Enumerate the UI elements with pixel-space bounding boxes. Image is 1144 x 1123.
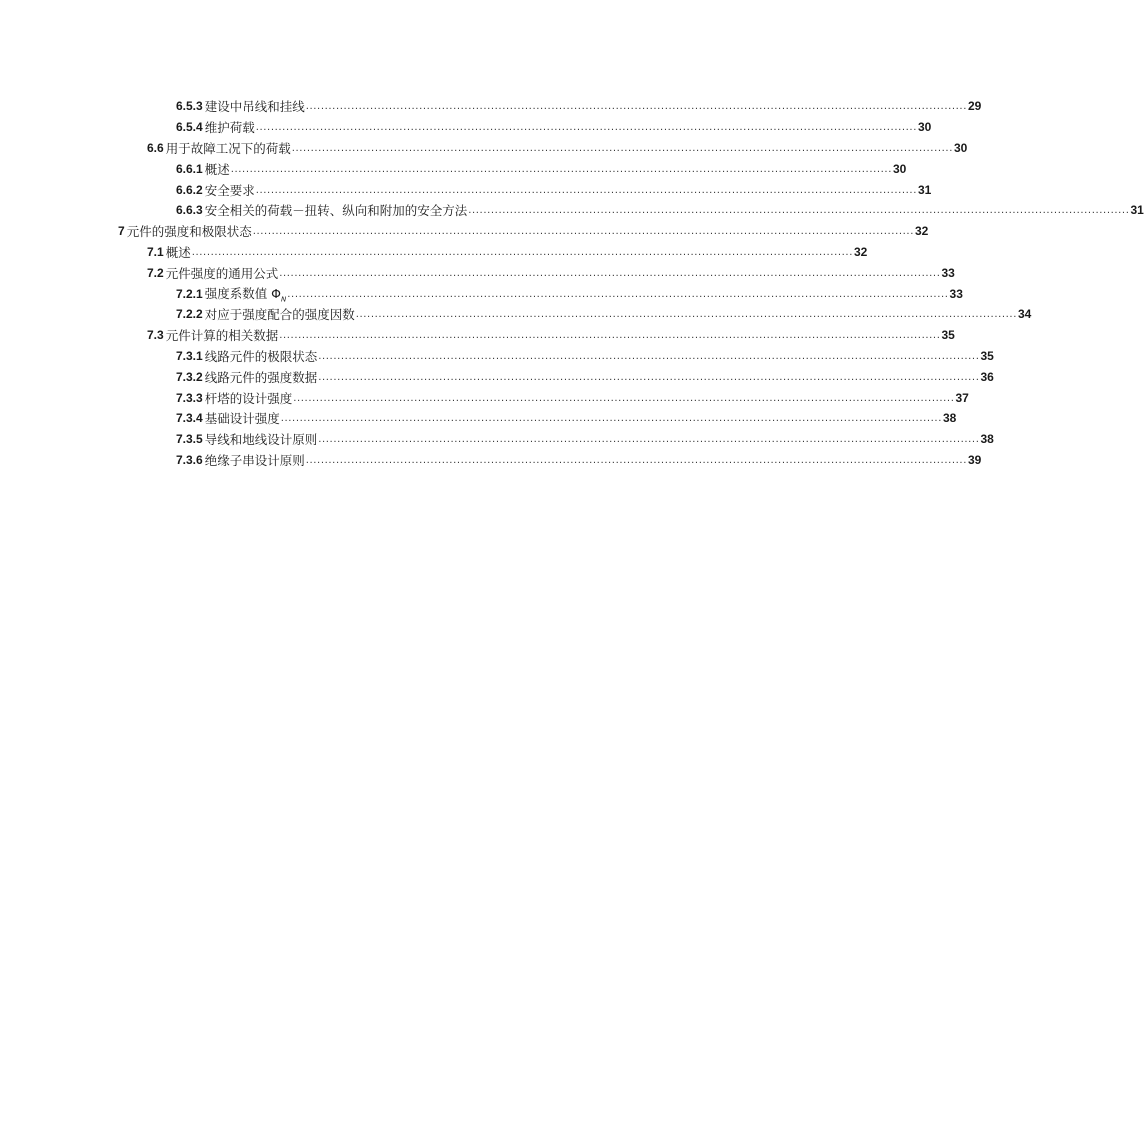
toc-page-number: 38 (943, 411, 957, 426)
dot-leader: ............................................................................................................................................................................... (279, 330, 941, 342)
toc-number: 6.5.4 (176, 120, 203, 135)
toc-number: 7.3.1 (176, 348, 203, 363)
toc-title-text: 强度系数值 Φ (204, 285, 282, 301)
toc-page-number: 30 (893, 161, 907, 176)
toc-entry-6-6[interactable] (147, 138, 968, 159)
toc-row (0, 138, 968, 159)
dot-leader: ............................................................................................................................................................................... (230, 163, 892, 175)
toc-number: 7 (118, 224, 125, 239)
dot-leader: ............................................................................................................................................................................... (191, 246, 853, 258)
dot-leader: ............................................................................................................................................................................... (318, 350, 980, 362)
toc-entry-7-2[interactable] (147, 262, 955, 283)
toc-row (0, 304, 1032, 325)
toc-title: 导线和地线设计原则 (204, 432, 318, 448)
toc-page-number: 32 (853, 244, 868, 259)
toc-row (0, 117, 932, 138)
toc-title: 安全要求 (204, 182, 255, 198)
toc-title: 元件计算的相关数据 (165, 328, 279, 344)
toc-entry-7-3[interactable] (147, 325, 955, 346)
dot-leader: ............................................................................................................................................................................... (293, 392, 955, 404)
toc-entry-7-3-4[interactable] (176, 408, 957, 429)
toc-entry-7[interactable] (118, 221, 929, 242)
toc-page-number: 32 (914, 224, 929, 239)
toc-title: 绝缘子串设计原则 (204, 452, 305, 468)
toc-page-number: 31 (1130, 203, 1144, 218)
toc-row (0, 429, 994, 450)
toc-entry-7-2-1[interactable] (176, 283, 963, 304)
toc-row (0, 179, 932, 200)
toc-number: 7.2.2 (176, 307, 203, 322)
dot-leader: ............................................................................................................................................................................... (279, 267, 941, 279)
dot-leader: ............................................................................................................................................................................... (291, 142, 953, 154)
toc-title: 维护荷载 (204, 120, 255, 136)
toc-entry-7-3-5[interactable] (176, 429, 994, 450)
toc-entry-6-5-4[interactable] (176, 117, 932, 138)
dot-leader: ............................................................................................................................................................................... (305, 454, 967, 466)
toc-number: 6.6.1 (176, 161, 203, 176)
toc-title: 元件强度的通用公式 (165, 265, 279, 281)
toc-page-number: 33 (941, 265, 955, 280)
toc-row (0, 325, 955, 346)
toc-number: 7.3.5 (176, 432, 203, 447)
toc-page-number: 35 (980, 348, 994, 363)
dot-leader: ............................................................................................................................................................................... (305, 101, 967, 113)
toc-number: 6.6 (147, 140, 164, 155)
toc-row (0, 221, 929, 242)
toc-number: 7.3.3 (176, 390, 203, 405)
toc-entry-7-3-2[interactable] (176, 366, 994, 387)
toc-title (205, 284, 287, 304)
toc-row (0, 346, 994, 367)
toc-number: 6.5.3 (176, 99, 203, 114)
toc-page-number: 35 (941, 328, 955, 343)
dot-leader: ............................................................................................................................................................................... (280, 413, 942, 425)
toc-entry-6-6-1[interactable] (176, 158, 907, 179)
table-of-contents (0, 96, 1144, 470)
toc-row (0, 408, 957, 429)
toc-title: 概述 (204, 161, 230, 177)
toc-title: 用于故障工况下的荷载 (165, 140, 291, 156)
toc-page-number: 29 (968, 99, 982, 114)
dot-leader: ............................................................................................................................................................................... (255, 184, 917, 196)
toc-entry-6-6-3[interactable] (176, 200, 1144, 221)
toc-title: 基础设计强度 (204, 411, 280, 427)
dot-leader: ............................................................................................................................................................................... (252, 226, 914, 238)
toc-page-number: 31 (918, 182, 932, 197)
toc-page-number: 39 (968, 452, 982, 467)
toc-page-number: 34 (1018, 307, 1032, 322)
toc-title: 建设中吊线和挂线 (204, 99, 305, 115)
toc-title: 线路元件的极限状态 (204, 348, 318, 364)
toc-row (0, 96, 982, 117)
toc-row (0, 387, 969, 408)
toc-row (0, 283, 963, 304)
toc-title: 线路元件的强度数据 (204, 369, 318, 385)
toc-entry-7-3-3[interactable] (176, 387, 969, 408)
toc-row (0, 200, 1144, 221)
dot-leader: ............................................................................................................................................................................... (318, 371, 980, 383)
toc-title-subscript: N (281, 295, 287, 304)
toc-number: 7.3.2 (176, 369, 203, 384)
toc-title: 安全相关的荷载－扭转、纵向和附加的安全方法 (204, 203, 468, 219)
dot-leader: ............................................................................................................................................................................... (287, 288, 949, 300)
toc-row (0, 450, 982, 471)
toc-number: 6.6.2 (176, 182, 203, 197)
toc-title: 元件的强度和极限状态 (126, 224, 252, 240)
toc-number: 7.3.6 (176, 452, 203, 467)
dot-leader: ............................................................................................................................................................................... (355, 309, 1017, 321)
toc-number: 7.1 (147, 244, 164, 259)
toc-row (0, 158, 907, 179)
toc-page-number: 30 (918, 120, 932, 135)
toc-row (0, 366, 994, 387)
toc-number: 6.6.3 (176, 203, 203, 218)
toc-entry-7-3-1[interactable] (176, 346, 994, 367)
toc-page-number: 33 (949, 286, 963, 301)
toc-page-number: 37 (955, 390, 969, 405)
toc-number: 7.3.4 (176, 411, 203, 426)
toc-title: 杆塔的设计强度 (204, 390, 293, 406)
toc-number: 7.2.1 (176, 286, 203, 301)
toc-title: 对应于强度配合的强度因数 (204, 307, 355, 323)
toc-entry-7-1[interactable] (147, 242, 868, 263)
dot-leader: ............................................................................................................................................................................... (318, 434, 980, 446)
toc-row (0, 262, 955, 283)
toc-entry-6-5-3[interactable] (176, 96, 982, 117)
dot-leader: ............................................................................................................................................................................... (468, 205, 1130, 217)
toc-entry-7-2-2[interactable] (176, 304, 1032, 325)
toc-entry-6-6-2[interactable] (176, 179, 932, 200)
toc-page-number: 30 (953, 140, 968, 155)
toc-number: 7.2 (147, 265, 164, 280)
toc-page-number: 38 (980, 432, 994, 447)
toc-row (0, 242, 868, 263)
dot-leader: ............................................................................................................................................................................... (255, 122, 917, 134)
toc-page-number: 36 (980, 369, 994, 384)
toc-number: 7.3 (147, 328, 164, 343)
toc-title: 概述 (165, 244, 191, 260)
toc-entry-7-3-6[interactable] (176, 450, 982, 471)
